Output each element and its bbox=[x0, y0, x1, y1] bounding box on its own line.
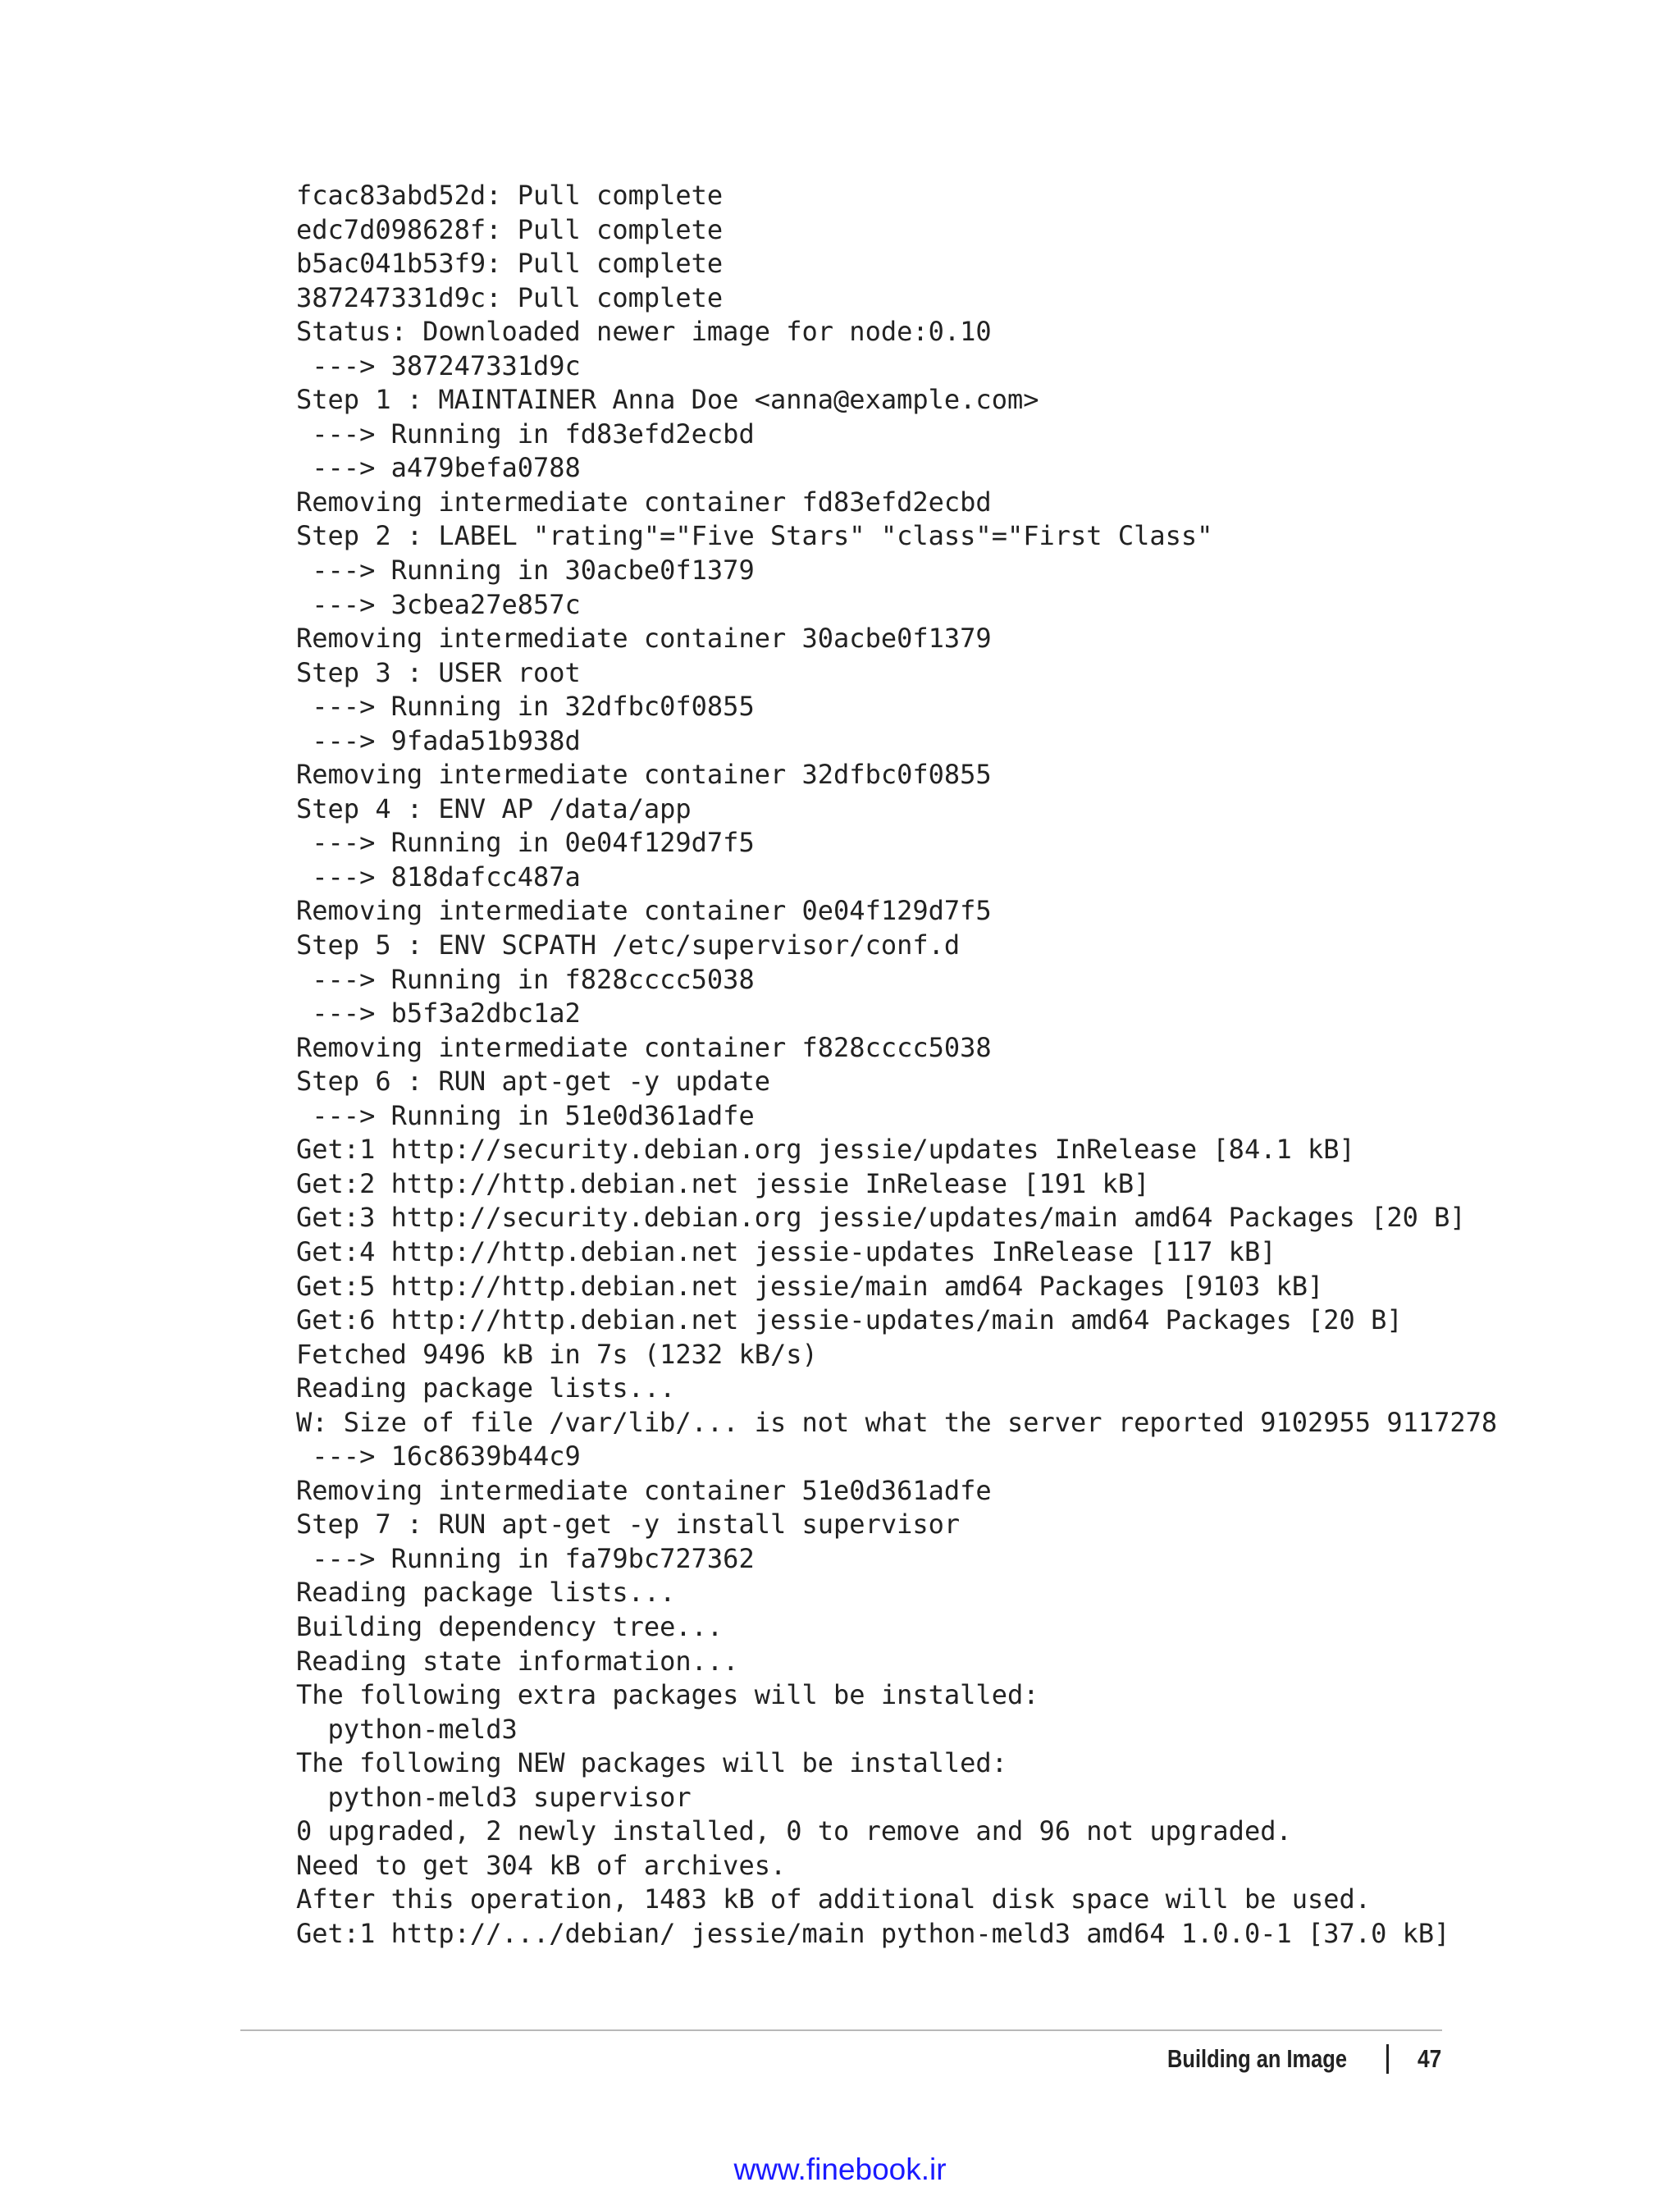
code-line: Removing intermediate container 30acbe0f1379 bbox=[296, 623, 992, 655]
code-line: Reading state information... bbox=[296, 1645, 739, 1677]
footer-divider bbox=[240, 2029, 1442, 2031]
code-line: Step 5 : ENV SCPATH /etc/supervisor/conf.d bbox=[296, 929, 961, 961]
code-line: Removing intermediate container fd83efd2ecbd bbox=[296, 486, 992, 518]
code-line: Get:5 http://http.debian.net jessie/main amd64 Packages [9103 kB] bbox=[296, 1270, 1324, 1302]
code-line: The following extra packages will be installed: bbox=[296, 1679, 1039, 1711]
code-line: Removing intermediate container 0e04f129d7f5 bbox=[296, 895, 992, 927]
code-line: Get:2 http://http.debian.net jessie InRelease [191 kB] bbox=[296, 1167, 1150, 1199]
code-line: ---> 387247331d9c bbox=[296, 349, 581, 381]
code-line: b5ac041b53f9: Pull complete bbox=[296, 248, 724, 280]
docker-build-output bbox=[296, 179, 1497, 1951]
code-line: ---> a479befa0788 bbox=[296, 452, 581, 484]
page-number: 47 bbox=[1418, 2044, 1442, 2073]
code-line: The following NEW packages will be installed: bbox=[296, 1747, 1007, 1779]
watermark-url: www.finebook.ir bbox=[733, 2152, 947, 2186]
code-line: 387247331d9c: Pull complete bbox=[296, 281, 724, 313]
code-line: After this operation, 1483 kB of additional disk space will be used. bbox=[296, 1883, 1372, 1915]
code-line: Removing intermediate container f828cccc5038 bbox=[296, 1031, 992, 1063]
code-line: fcac83abd52d: Pull complete bbox=[296, 180, 724, 211]
code-line: Step 3 : USER root bbox=[296, 656, 581, 688]
code-line: ---> Running in 0e04f129d7f5 bbox=[296, 827, 755, 859]
code-line: ---> Running in 51e0d361adfe bbox=[296, 1099, 755, 1131]
code-line: Removing intermediate container 32dfbc0f0855 bbox=[296, 759, 992, 791]
code-line: ---> 818dafcc487a bbox=[296, 861, 581, 892]
code-line: ---> Running in fa79bc727362 bbox=[296, 1542, 755, 1574]
code-line: python-meld3 bbox=[296, 1713, 518, 1745]
code-line: Get:6 http://http.debian.net jessie-updates/main amd64 Packages [20 B] bbox=[296, 1304, 1403, 1336]
code-line: Reading package lists... bbox=[296, 1372, 676, 1404]
code-line: 0 upgraded, 2 newly installed, 0 to remove and 96 not upgraded. bbox=[296, 1815, 1292, 1847]
code-line: ---> Running in 32dfbc0f0855 bbox=[296, 691, 755, 723]
code-line: Step 1 : MAINTAINER Anna Doe <anna@example.com> bbox=[296, 384, 1039, 416]
code-line: Reading package lists... bbox=[296, 1577, 676, 1609]
code-line: ---> b5f3a2dbc1a2 bbox=[296, 998, 581, 1029]
code-line: edc7d098628f: Pull complete bbox=[296, 213, 724, 245]
footer-separator bbox=[1386, 2044, 1389, 2074]
code-line: Building dependency tree... bbox=[296, 1610, 724, 1642]
code-line: ---> 16c8639b44c9 bbox=[296, 1440, 581, 1472]
code-line: Step 4 : ENV AP /data/app bbox=[296, 792, 692, 824]
code-line: Need to get 304 kB of archives. bbox=[296, 1849, 787, 1881]
code-line: ---> 3cbea27e857c bbox=[296, 588, 581, 620]
code-line: Status: Downloaded newer image for node:0.10 bbox=[296, 316, 992, 348]
code-line: Fetched 9496 kB in 7s (1232 kB/s) bbox=[296, 1338, 818, 1370]
code-line: ---> Running in 30acbe0f1379 bbox=[296, 555, 755, 587]
code-line: Step 6 : RUN apt-get -y update bbox=[296, 1066, 770, 1098]
code-line: ---> Running in fd83efd2ecbd bbox=[296, 418, 755, 450]
code-line: Step 7 : RUN apt-get -y install supervisor bbox=[296, 1509, 961, 1541]
code-line: ---> 9fada51b938d bbox=[296, 724, 581, 756]
code-line: ---> Running in f828cccc5038 bbox=[296, 963, 755, 995]
code-line: Get:3 http://security.debian.org jessie/updates/main amd64 Packages [20 B] bbox=[296, 1202, 1466, 1234]
code-line: W: Size of file /var/lib/... is not what the server reported 9102955 9117278 bbox=[296, 1406, 1498, 1438]
code-line: Get:1 http://.../debian/ jessie/main python-meld3 amd64 1.0.0-1 [37.0 kB] bbox=[296, 1917, 1450, 1949]
code-line: Removing intermediate container 51e0d361adfe bbox=[296, 1474, 992, 1506]
code-line: Step 2 : LABEL "rating"="Five Stars" "class"="First Class" bbox=[296, 520, 1213, 552]
running-footer-section-title: Building an Image bbox=[1167, 2044, 1347, 2073]
code-line: Get:4 http://http.debian.net jessie-updates InRelease [117 kB] bbox=[296, 1235, 1276, 1267]
code-line: python-meld3 supervisor bbox=[296, 1781, 692, 1813]
code-line: Get:1 http://security.debian.org jessie/updates InRelease [84.1 kB] bbox=[296, 1134, 1355, 1166]
